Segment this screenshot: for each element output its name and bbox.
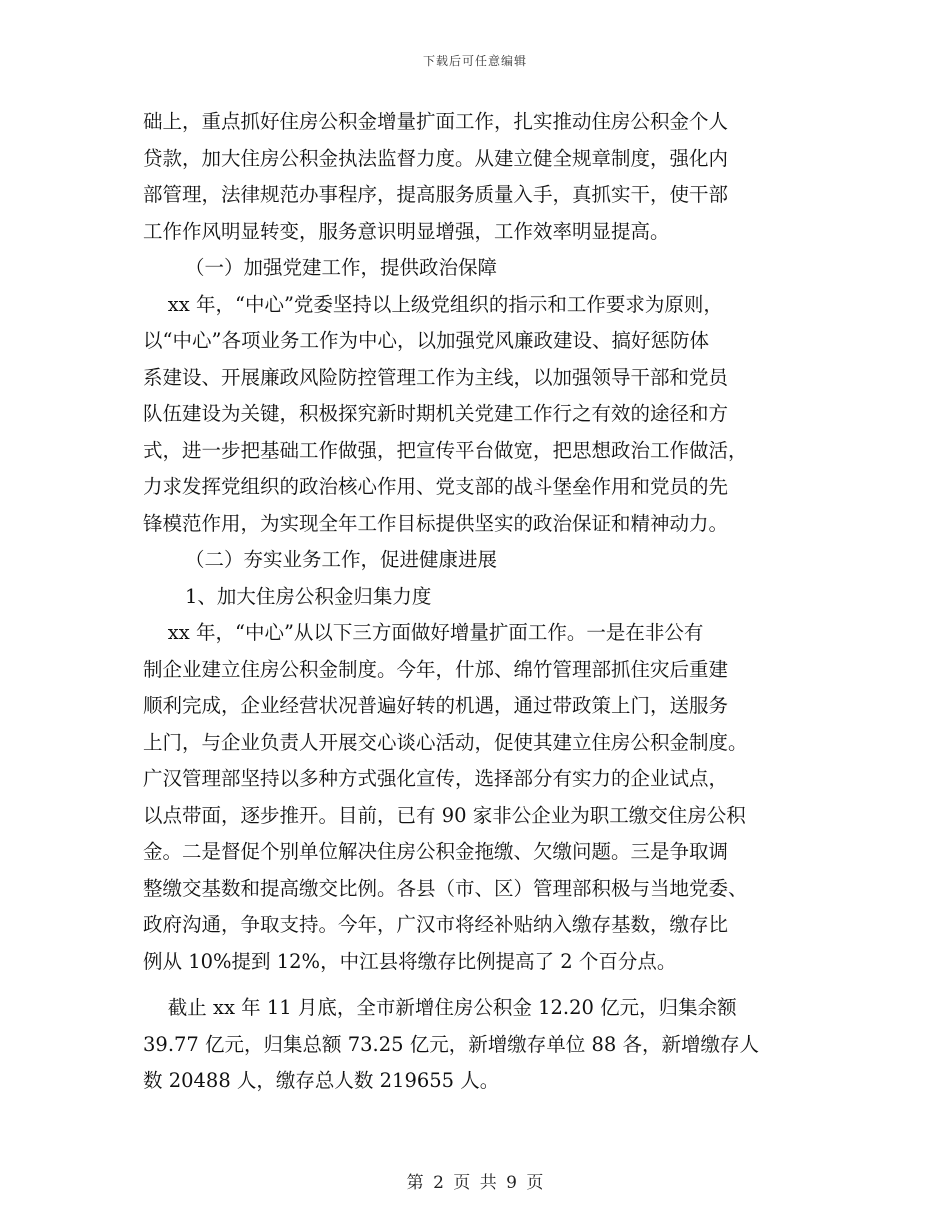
page-footer: 第 2 页 共 9 页 (406, 1173, 544, 1193)
page-header: 下载后可任意编辑 (422, 54, 527, 68)
text-line: 础上，重点抓好住房公积金增量扩面工作，扎实推动住房公积金个人 (143, 110, 729, 133)
paragraph-gap (143, 980, 813, 990)
text-line: xx 年，“中心”从以下三方面做好增量扩面工作。一是在非公有 (143, 621, 704, 644)
document-body (143, 104, 813, 1100)
text-line: 式，进一步把基础工作做强，把宣传平台做宽，把思想政治工作做活， (143, 438, 748, 462)
paragraph-intro (143, 104, 813, 250)
subsection-heading-collection: 1、加大住房公积金归集力度 (185, 584, 432, 608)
paragraph-party-building (143, 287, 813, 543)
text-line: 例从 10%提到 12%，中江县将缴存比例提高了 2 个百分点。 (143, 949, 677, 973)
text-line: 数 20488 人，缴存总人数 219655 人。 (143, 1069, 500, 1092)
text-line: xx 年，“中心”党委坚持以上级党组织的指示和工作要求为原则， (143, 292, 723, 316)
text-line: 系建设、开展廉政风险防控管理工作为主线，以加强领导干部和党员 (143, 365, 729, 389)
text-line: 39.77 亿元，归集总额 73.25 亿元，新增缴存单位 88 各，新增缴存人 (143, 1032, 759, 1056)
text-line: 贷款，加大住房公积金执法监督力度。从建立健全规章制度，强化内 (143, 146, 729, 170)
text-line: 以“中心”各项业务工作为中心，以加强党风廉政建设、搞好惩防体 (143, 329, 709, 352)
text-line: 整缴交基数和提高缴交比例。各县（市、区）管理部积极与当地党委、 (143, 876, 748, 900)
text-line: 工作作风明显转变，服务意识明显增强，工作效率明显提高。 (143, 219, 670, 243)
text-line: 截止 xx 年 11 月底，全市新增住房公积金 12.20 亿元，归集余额 (143, 996, 737, 1019)
text-line: 以点带面，逐步推开。目前，已有 90 家非公企业为职工缴交住房公积 (143, 803, 746, 827)
text-line: 制企业建立住房公积金制度。今年，什邡、绵竹管理部抓住灾后重建 (143, 657, 729, 681)
section-heading-party-building: （一）加强党建工作，提供政治保障 (185, 256, 498, 279)
paragraph-collection (143, 615, 813, 980)
section-heading-business: （二）夯实业务工作，促进健康进展 (185, 548, 498, 571)
text-line: 顺利完成，企业经营状况普遍好转的机遇，通过带政策上门，送服务 (143, 694, 729, 717)
text-line: 金。二是督促个别单位解决住房公积金拖缴、欠缴问题。三是争取调 (143, 840, 729, 863)
text-line: 部管理，法律规范办事程序，提高服务质量入手，真抓实干，使干部 (143, 183, 729, 206)
text-line: 广汉管理部坚持以多种方式强化宣传，选择部分有实力的企业试点， (143, 767, 729, 790)
paragraph-statistics (143, 990, 813, 1100)
text-line: 锋模范作用，为实现全年工作目标提供坚实的政治保证和精神动力。 (143, 511, 729, 535)
text-line: 上门，与企业负责人开展交心谈心活动，促使其建立住房公积金制度。 (143, 730, 748, 754)
text-line: 力求发挥党组织的政治核心作用、党支部的战斗堡垒作用和党员的先 (143, 475, 729, 498)
text-line: 政府沟通，争取支持。今年，广汉市将经补贴纳入缴存基数，缴存比 (143, 913, 729, 936)
text-line: 队伍建设为关键，积极探究新时期机关党建工作行之有效的途径和方 (143, 402, 729, 425)
